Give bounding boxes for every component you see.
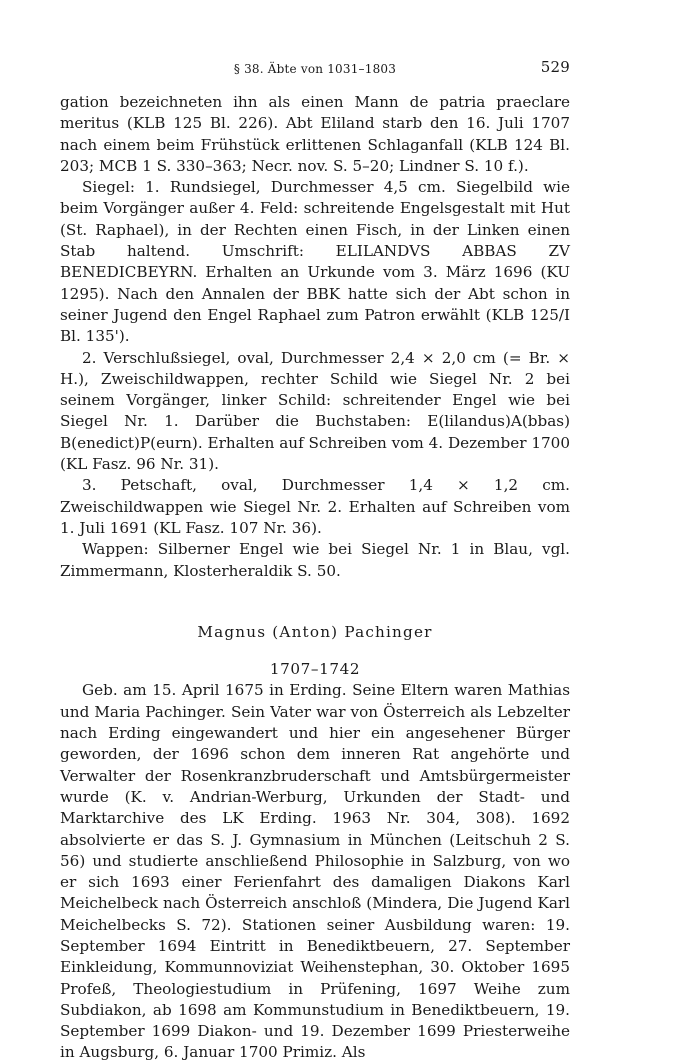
paragraph-seal-2: 2. Verschlußsiegel, oval, Durchmesser 2,4 × 2,0 cm (= Br. × H.), Zweischildwappen, rechter Schild wie Siegel Nr. 2 bei seinem Vorgänger, linker Schild: schreitender Engel wie bei Siegel Nr. 1. Darüber die Buchstaben: E(lilandus)A(bbas) B(enedict)P(eurn). Erhalten auf Schreiben vom 4. Dezember 1700 (KL Fasz. 96 Nr. 31). [60, 348, 570, 474]
paragraph-biography: Geb. am 15. April 1675 in Erding. Seine Eltern waren Mathias und Maria Pachinger. Sein Vater war von Österreich als Lebzelter nach Erding eingewandert und hier ein angesehener Bürger geworden, der 1696 schon dem inneren Rat angehörte und Verwalter der Rosenkranzbruderschaft und Amtsbürgermeister wurde (K. v. Andrian-Werburg, Urkunden der Stadt- und Marktarchive des LK Erding. 1963 Nr. 304, 308). 1692 absolvierte er das S. J. Gymnasium in München (Leitschuh 2 S. 56) und studierte anschließend Philosophie in Salzburg, von wo er sich 1693 einer Ferienfahrt des damaligen Diakons Karl Meichelbeck nach Österreich anschloß (Mindera, Die Jugend Karl Meichelbecks S. 72). Stationen seiner Ausbildung waren: 19. September 1694 Eintritt in Benediktbeuern, 27. September Einkleidung, Kommunnoviziat Weihenstephan, 30. Oktober 1695 Profeß, Theologiestudium in Prüfening, 1697 Weihe zum Subdiakon, ab 1698 am Kommunstudium in Benediktbeuern, 19. September 1699 Diakon- und 19. Dezember 1699 Priesterweihe in Augsburg, 6. Januar 1700 Primiz. Als [60, 681, 570, 1062]
running-head [60, 58, 570, 80]
paragraph-coat-of-arms: Wappen: Silberner Engel wie bei Siegel Nr. 1 in Blau, vgl. Zimmermann, Klosterheraldik S. 50. [60, 540, 570, 580]
paragraph-seal-3: 3. Petschaft, oval, Durchmesser 1,4 × 1,2 cm. Zweischildwappen wie Siegel Nr. 2. Erhalten auf Schreiben vom 1. Juli 1691 (KL Fasz. 107 Nr. 36). [60, 476, 570, 537]
page-number: 529 [540, 58, 570, 76]
paragraph-eliland-death: gation bezeichneten ihn als einen Mann de patria praeclare meritus (KLB 125 Bl. 226). Abt Eliland starb den 16. Juli 1707 nach einem beim Frühstück erlittenen Schlaganfall (KLB 124 Bl. 203; MCB 1 S. 330–363; Necr. nov. S. 5–20; Lindner S. 10 f.). [60, 93, 570, 175]
section-dates: 1707–1742 [269, 660, 361, 679]
book-page [60, 58, 570, 1064]
paragraph-seal-1: Siegel: 1. Rundsiegel, Durchmesser 4,5 cm. Siegelbild wie beim Vorgänger außer 4. Feld: schreitende Engelsgestalt mit Hut (St. Raphael), in der Rechten einen Fisch, in der Linken einen Stab haltend. Umschrift: ELILANDVS ABBAS ZV BENEDICBEYRN. Erhalten an Urkunde vom 3. März 1696 (KU 1295). Nach den Annalen der BBK hatte sich der Abt schon in seiner Jugend den Engel Raphael zum Patron erwählt (KLB 125/I Bl. 135'). [60, 178, 570, 346]
section-heading: Magnus (Anton) Pachinger [197, 622, 433, 641]
running-head-title: § 38. Äbte von 1031–1803 [233, 62, 397, 76]
main-text [60, 92, 570, 1064]
